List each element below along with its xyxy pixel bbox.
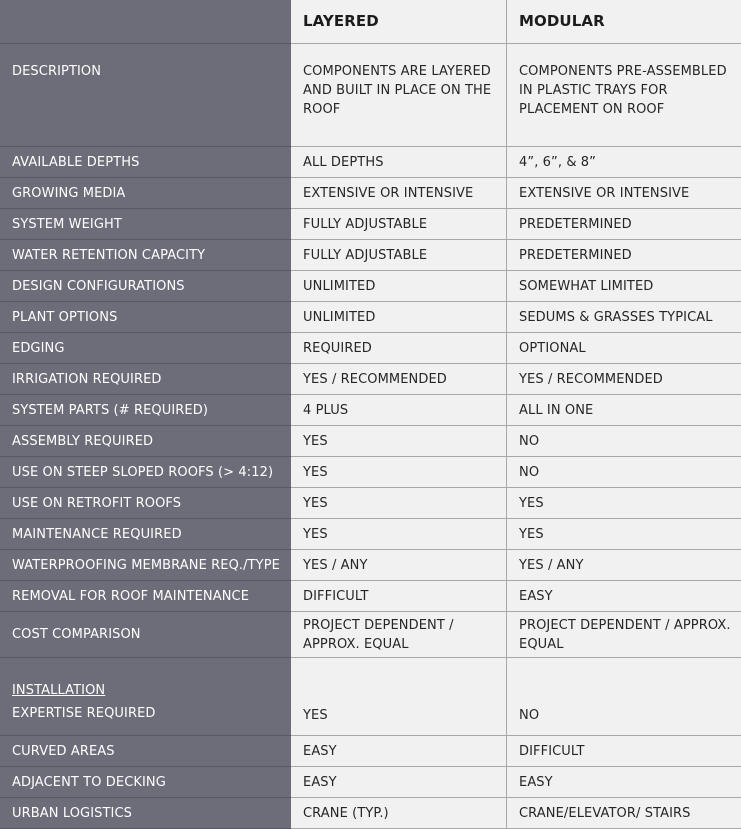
modular-value: NO [507, 457, 741, 488]
layered-value: YES [291, 426, 507, 457]
modular-value: YES / RECOMMENDED [507, 364, 741, 395]
modular-value: YES [507, 519, 741, 550]
row-label: ADJACENT TO DECKING [0, 767, 291, 798]
layered-value: DIFFICULT [291, 581, 507, 612]
row-label: EXPERTISE REQUIRED [12, 706, 156, 721]
modular-value: SOMEWHAT LIMITED [507, 271, 741, 302]
modular-value: NO [507, 658, 741, 736]
layered-value: 4 PLUS [291, 395, 507, 426]
row-label: CURVED AREAS [0, 736, 291, 767]
modular-value: EXTENSIVE OR INTENSIVE [507, 178, 741, 209]
modular-value: EASY [507, 767, 741, 798]
row-label: URBAN LOGISTICS [0, 798, 291, 829]
row-label: GROWING MEDIA [0, 178, 291, 209]
layered-value: REQUIRED [291, 333, 507, 364]
layered-value: COMPONENTS ARE LAYERED AND BUILT IN PLACE ON THE ROOF [291, 44, 507, 147]
layered-value: UNLIMITED [291, 302, 507, 333]
modular-value: PROJECT DEPENDENT / APPROX. EQUAL [507, 612, 741, 658]
row-label: MAINTENANCE REQUIRED [0, 519, 291, 550]
row-label: DESCRIPTION [0, 44, 291, 147]
modular-value: 4”, 6”, & 8” [507, 147, 741, 178]
layered-value: YES / RECOMMENDED [291, 364, 507, 395]
modular-value: YES / ANY [507, 550, 741, 581]
row-label: WATER RETENTION CAPACITY [0, 240, 291, 271]
row-label: USE ON STEEP SLOPED ROOFS (> 4:12) [0, 457, 291, 488]
row-label: ASSEMBLY REQUIRED [0, 426, 291, 457]
modular-value: CRANE/ELEVATOR/ STAIRS [507, 798, 741, 829]
modular-value: ALL IN ONE [507, 395, 741, 426]
installation-section-label [0, 658, 291, 736]
row-label: SYSTEM WEIGHT [0, 209, 291, 240]
row-label: COST COMPARISON [0, 612, 291, 658]
layered-value: YES [291, 519, 507, 550]
column-header-modular: MODULAR [507, 0, 741, 44]
column-header-layered: LAYERED [291, 0, 507, 44]
installation-heading: INSTALLATION [12, 683, 106, 698]
modular-value: SEDUMS & GRASSES TYPICAL [507, 302, 741, 333]
row-label: IRRIGATION REQUIRED [0, 364, 291, 395]
row-label: USE ON RETROFIT ROOFS [0, 488, 291, 519]
row-label: REMOVAL FOR ROOF MAINTENANCE [0, 581, 291, 612]
row-label: PLANT OPTIONS [0, 302, 291, 333]
modular-value: PREDETERMINED [507, 240, 741, 271]
modular-value: OPTIONAL [507, 333, 741, 364]
header-corner [0, 0, 291, 44]
layered-value: PROJECT DEPENDENT / APPROX. EQUAL [291, 612, 507, 658]
modular-value: NO [507, 426, 741, 457]
modular-value: DIFFICULT [507, 736, 741, 767]
layered-value: EASY [291, 767, 507, 798]
row-label: DESIGN CONFIGURATIONS [0, 271, 291, 302]
layered-value: FULLY ADJUSTABLE [291, 240, 507, 271]
modular-value: PREDETERMINED [507, 209, 741, 240]
layered-value: FULLY ADJUSTABLE [291, 209, 507, 240]
modular-value: EASY [507, 581, 741, 612]
layered-value: EASY [291, 736, 507, 767]
modular-value: YES [507, 488, 741, 519]
layered-value: YES [291, 457, 507, 488]
modular-value: COMPONENTS PRE-ASSEMBLED IN PLASTIC TRAYS FOR PLACEMENT ON ROOF [507, 44, 741, 147]
layered-value: YES [291, 658, 507, 736]
row-label: SYSTEM PARTS (# REQUIRED) [0, 395, 291, 426]
layered-value: EXTENSIVE OR INTENSIVE [291, 178, 507, 209]
layered-value: UNLIMITED [291, 271, 507, 302]
row-label: AVAILABLE DEPTHS [0, 147, 291, 178]
row-label: WATERPROOFING MEMBRANE REQ./TYPE [0, 550, 291, 581]
layered-value: YES / ANY [291, 550, 507, 581]
layered-value: YES [291, 488, 507, 519]
layered-value: ALL DEPTHS [291, 147, 507, 178]
layered-value: CRANE (TYP.) [291, 798, 507, 829]
row-label: EDGING [0, 333, 291, 364]
